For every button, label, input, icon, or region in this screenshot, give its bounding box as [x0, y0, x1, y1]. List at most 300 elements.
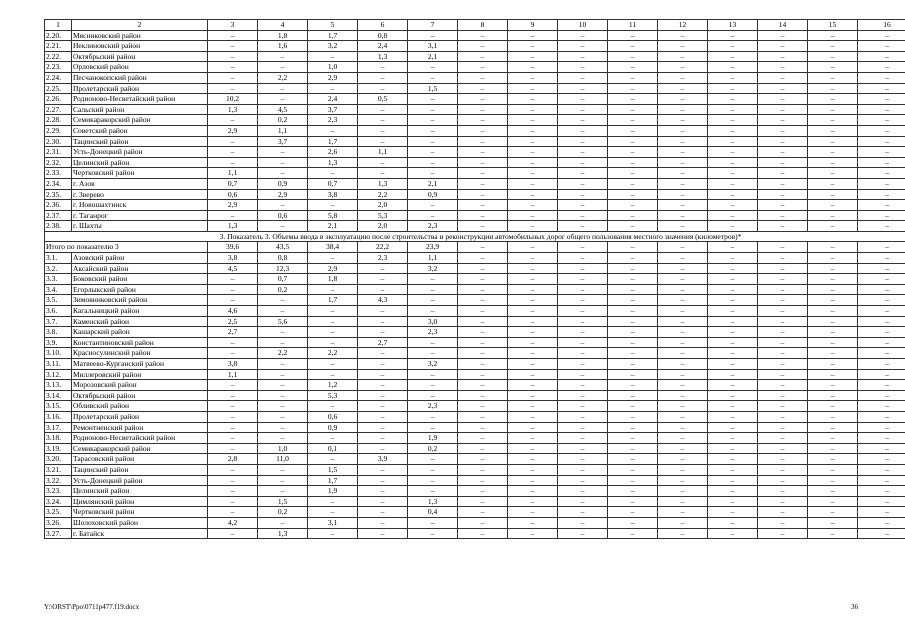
- value-cell: –: [208, 411, 258, 422]
- table-row: [45, 284, 905, 295]
- value-cell: –: [758, 359, 808, 370]
- row-name: Аксайский район: [72, 263, 208, 274]
- value-cell: –: [458, 253, 508, 264]
- value-cell: –: [808, 94, 858, 105]
- value-cell: –: [458, 327, 508, 338]
- value-cell: –: [858, 316, 905, 327]
- value-cell: –: [508, 221, 558, 232]
- value-cell: –: [508, 104, 558, 115]
- value-cell: –: [208, 41, 258, 52]
- value-cell: –: [758, 454, 808, 465]
- value-cell: –: [758, 125, 808, 136]
- value-cell: –: [858, 464, 905, 475]
- value-cell: –: [808, 274, 858, 285]
- value-cell: –: [858, 253, 905, 264]
- value-cell: –: [658, 125, 708, 136]
- table-row: [45, 62, 905, 73]
- value-cell: –: [608, 517, 658, 528]
- value-cell: –: [608, 210, 658, 221]
- value-cell: –: [558, 263, 608, 274]
- value-cell: –: [658, 136, 708, 147]
- value-cell: –: [508, 41, 558, 52]
- value-cell: –: [658, 41, 708, 52]
- value-cell: –: [458, 189, 508, 200]
- table-row: [45, 242, 905, 253]
- value-cell: –: [858, 443, 905, 454]
- value-cell: –: [408, 380, 458, 391]
- row-code: 2.27.: [45, 104, 72, 115]
- table-row: [45, 411, 905, 422]
- value-cell: –: [408, 306, 458, 317]
- row-code: 3.6.: [45, 306, 72, 317]
- value-cell: –: [308, 200, 358, 211]
- value-cell: 2,9: [208, 125, 258, 136]
- value-cell: 2,2: [358, 189, 408, 200]
- value-cell: 0,7: [308, 178, 358, 189]
- value-cell: –: [508, 62, 558, 73]
- value-cell: –: [708, 348, 758, 359]
- value-cell: –: [608, 528, 658, 539]
- value-cell: –: [858, 83, 905, 94]
- value-cell: –: [608, 316, 658, 327]
- value-cell: 1,1: [408, 253, 458, 264]
- value-cell: –: [858, 263, 905, 274]
- value-cell: –: [708, 221, 758, 232]
- value-cell: –: [658, 369, 708, 380]
- row-name: Кашарский район: [72, 327, 208, 338]
- row-name: Родионово-Несветайский район: [72, 433, 208, 444]
- value-cell: 0,2: [258, 115, 308, 126]
- value-cell: –: [458, 242, 508, 253]
- value-cell: 2,4: [308, 94, 358, 105]
- value-cell: –: [608, 41, 658, 52]
- value-cell: –: [458, 464, 508, 475]
- value-cell: –: [208, 348, 258, 359]
- value-cell: –: [208, 443, 258, 454]
- row-code: 2.22.: [45, 51, 72, 62]
- row-code: 2.29.: [45, 125, 72, 136]
- value-cell: –: [208, 284, 258, 295]
- row-name: Песчанокопский район: [72, 72, 208, 83]
- value-cell: –: [308, 253, 358, 264]
- value-cell: –: [658, 210, 708, 221]
- row-name: Миллеровский район: [72, 369, 208, 380]
- value-cell: –: [508, 422, 558, 433]
- value-cell: –: [608, 422, 658, 433]
- value-cell: –: [758, 178, 808, 189]
- value-cell: –: [408, 115, 458, 126]
- value-cell: 2,9: [208, 200, 258, 211]
- value-cell: –: [708, 306, 758, 317]
- table-row: [45, 94, 905, 105]
- value-cell: –: [758, 189, 808, 200]
- value-cell: –: [608, 359, 658, 370]
- row-name: Боковский район: [72, 274, 208, 285]
- value-cell: –: [258, 306, 308, 317]
- value-cell: –: [808, 327, 858, 338]
- value-cell: –: [508, 253, 558, 264]
- value-cell: –: [208, 390, 258, 401]
- value-cell: –: [508, 94, 558, 105]
- value-cell: –: [408, 94, 458, 105]
- value-cell: –: [758, 496, 808, 507]
- value-cell: 1,3: [308, 157, 358, 168]
- value-cell: 3,1: [408, 41, 458, 52]
- value-cell: –: [708, 62, 758, 73]
- value-cell: –: [758, 390, 808, 401]
- page-number: 36: [851, 603, 858, 611]
- value-cell: –: [208, 337, 258, 348]
- value-cell: –: [758, 136, 808, 147]
- value-cell: –: [558, 464, 608, 475]
- value-cell: –: [558, 83, 608, 94]
- value-cell: –: [658, 454, 708, 465]
- value-cell: –: [208, 475, 258, 486]
- value-cell: 0,9: [408, 189, 458, 200]
- value-cell: –: [458, 178, 508, 189]
- value-cell: 1,9: [408, 433, 458, 444]
- value-cell: –: [608, 242, 658, 253]
- value-cell: –: [408, 200, 458, 211]
- value-cell: –: [858, 125, 905, 136]
- table-row: [45, 210, 905, 221]
- value-cell: 0,9: [308, 422, 358, 433]
- value-cell: –: [458, 30, 508, 41]
- value-cell: –: [508, 30, 558, 41]
- value-cell: –: [808, 263, 858, 274]
- value-cell: –: [558, 401, 608, 412]
- value-cell: –: [808, 221, 858, 232]
- value-cell: –: [558, 443, 608, 454]
- value-cell: –: [558, 507, 608, 518]
- table-row: [45, 30, 905, 41]
- value-cell: –: [758, 94, 808, 105]
- value-cell: –: [558, 348, 608, 359]
- row-code: 3.19.: [45, 443, 72, 454]
- value-cell: –: [508, 443, 558, 454]
- row-code: 3.2.: [45, 263, 72, 274]
- value-cell: –: [358, 263, 408, 274]
- column-header: 4: [258, 20, 308, 31]
- value-cell: –: [558, 242, 608, 253]
- value-cell: –: [558, 136, 608, 147]
- value-cell: 2,2: [258, 348, 308, 359]
- value-cell: 2,2: [258, 72, 308, 83]
- value-cell: 0,4: [408, 507, 458, 518]
- value-cell: –: [508, 433, 558, 444]
- value-cell: –: [608, 390, 658, 401]
- row-code: 2.28.: [45, 115, 72, 126]
- value-cell: –: [858, 528, 905, 539]
- table-row: [45, 507, 905, 518]
- row-code: 3.12.: [45, 369, 72, 380]
- value-cell: –: [408, 486, 458, 497]
- value-cell: –: [808, 72, 858, 83]
- value-cell: –: [808, 411, 858, 422]
- value-cell: –: [808, 401, 858, 412]
- value-cell: 2,1: [408, 51, 458, 62]
- value-cell: –: [758, 380, 808, 391]
- value-cell: –: [808, 62, 858, 73]
- column-header: 15: [808, 20, 858, 31]
- value-cell: –: [408, 104, 458, 115]
- column-header: 14: [758, 20, 808, 31]
- value-cell: 3,2: [308, 41, 358, 52]
- row-code: 3.10.: [45, 348, 72, 359]
- value-cell: –: [508, 72, 558, 83]
- value-cell: –: [858, 221, 905, 232]
- value-cell: –: [858, 454, 905, 465]
- value-cell: 4,2: [208, 517, 258, 528]
- value-cell: –: [458, 83, 508, 94]
- value-cell: –: [408, 72, 458, 83]
- value-cell: –: [358, 125, 408, 136]
- row-name: Советский район: [72, 125, 208, 136]
- value-cell: –: [258, 359, 308, 370]
- value-cell: –: [758, 475, 808, 486]
- value-cell: –: [558, 168, 608, 179]
- value-cell: 4,6: [208, 306, 258, 317]
- value-cell: 2,3: [408, 221, 458, 232]
- value-cell: 2,3: [408, 401, 458, 412]
- table-row: [45, 253, 905, 264]
- value-cell: 2,8: [208, 454, 258, 465]
- value-cell: –: [758, 242, 808, 253]
- value-cell: –: [308, 51, 358, 62]
- value-cell: –: [608, 475, 658, 486]
- table-row: [45, 496, 905, 507]
- value-cell: –: [858, 72, 905, 83]
- row-name: Тарасовский район: [72, 454, 208, 465]
- value-cell: –: [508, 263, 558, 274]
- value-cell: –: [458, 200, 508, 211]
- value-cell: –: [258, 221, 308, 232]
- value-cell: –: [708, 200, 758, 211]
- value-cell: –: [858, 369, 905, 380]
- value-cell: –: [358, 316, 408, 327]
- value-cell: –: [558, 94, 608, 105]
- value-cell: –: [758, 486, 808, 497]
- value-cell: 1,8: [258, 30, 308, 41]
- value-cell: –: [558, 306, 608, 317]
- row-code: 3.15.: [45, 401, 72, 412]
- value-cell: –: [658, 443, 708, 454]
- value-cell: 0,8: [358, 30, 408, 41]
- value-cell: –: [808, 136, 858, 147]
- value-cell: 2,5: [208, 316, 258, 327]
- table-body: [45, 20, 905, 539]
- value-cell: –: [458, 507, 508, 518]
- row-code: 3.21.: [45, 464, 72, 475]
- row-code: 3.27.: [45, 528, 72, 539]
- value-cell: –: [458, 306, 508, 317]
- value-cell: –: [208, 210, 258, 221]
- row-code: 2.31.: [45, 147, 72, 158]
- value-cell: –: [708, 327, 758, 338]
- table-row: [45, 464, 905, 475]
- value-cell: –: [658, 359, 708, 370]
- value-cell: –: [358, 507, 408, 518]
- value-cell: –: [358, 136, 408, 147]
- value-cell: –: [858, 422, 905, 433]
- value-cell: –: [708, 433, 758, 444]
- table-row: [45, 295, 905, 306]
- value-cell: –: [258, 433, 308, 444]
- value-cell: –: [458, 369, 508, 380]
- value-cell: –: [658, 496, 708, 507]
- value-cell: –: [508, 496, 558, 507]
- value-cell: –: [558, 147, 608, 158]
- table-row: [45, 486, 905, 497]
- column-header: 1: [45, 20, 72, 31]
- value-cell: –: [658, 433, 708, 444]
- value-cell: –: [558, 369, 608, 380]
- value-cell: –: [458, 359, 508, 370]
- value-cell: –: [708, 316, 758, 327]
- value-cell: 2,3: [408, 327, 458, 338]
- value-cell: –: [458, 136, 508, 147]
- row-code: 2.36.: [45, 200, 72, 211]
- table-row: [45, 168, 905, 179]
- value-cell: –: [458, 422, 508, 433]
- value-cell: –: [258, 157, 308, 168]
- value-cell: 1,3: [358, 51, 408, 62]
- value-cell: 1,7: [308, 136, 358, 147]
- value-cell: –: [658, 517, 708, 528]
- value-cell: –: [358, 157, 408, 168]
- value-cell: –: [358, 83, 408, 94]
- value-cell: –: [558, 380, 608, 391]
- value-cell: –: [708, 284, 758, 295]
- value-cell: –: [808, 316, 858, 327]
- value-cell: –: [708, 125, 758, 136]
- value-cell: –: [708, 380, 758, 391]
- section-row: [45, 231, 905, 242]
- value-cell: –: [858, 348, 905, 359]
- value-cell: –: [258, 147, 308, 158]
- value-cell: –: [558, 178, 608, 189]
- value-cell: –: [508, 507, 558, 518]
- value-cell: 2,1: [408, 178, 458, 189]
- value-cell: –: [608, 284, 658, 295]
- value-cell: –: [358, 475, 408, 486]
- value-cell: –: [658, 475, 708, 486]
- value-cell: –: [658, 253, 708, 264]
- value-cell: 10,2: [208, 94, 258, 105]
- value-cell: –: [858, 136, 905, 147]
- value-cell: –: [208, 83, 258, 94]
- row-name: Красносулинский район: [72, 348, 208, 359]
- value-cell: –: [258, 464, 308, 475]
- table-row: [45, 104, 905, 115]
- value-cell: –: [508, 359, 558, 370]
- value-cell: –: [258, 62, 308, 73]
- value-cell: –: [758, 147, 808, 158]
- value-cell: –: [808, 83, 858, 94]
- value-cell: –: [658, 30, 708, 41]
- value-cell: –: [558, 274, 608, 285]
- value-cell: –: [808, 306, 858, 317]
- value-cell: –: [608, 369, 658, 380]
- value-cell: –: [458, 51, 508, 62]
- value-cell: –: [758, 528, 808, 539]
- row-code: 2.38.: [45, 221, 72, 232]
- value-cell: –: [608, 411, 658, 422]
- value-cell: –: [708, 83, 758, 94]
- value-cell: –: [758, 517, 808, 528]
- value-cell: –: [808, 380, 858, 391]
- value-cell: –: [658, 284, 708, 295]
- value-cell: –: [758, 168, 808, 179]
- row-name: Пролетарский район: [72, 411, 208, 422]
- column-header: 3: [208, 20, 258, 31]
- value-cell: –: [658, 115, 708, 126]
- value-cell: –: [608, 157, 658, 168]
- table-row: [45, 422, 905, 433]
- value-cell: 3,8: [208, 359, 258, 370]
- value-cell: –: [758, 369, 808, 380]
- row-name: г. Шахты: [72, 221, 208, 232]
- value-cell: –: [708, 136, 758, 147]
- value-cell: –: [508, 200, 558, 211]
- value-cell: –: [758, 316, 808, 327]
- value-cell: –: [508, 390, 558, 401]
- value-cell: –: [808, 486, 858, 497]
- value-cell: –: [808, 51, 858, 62]
- value-cell: 0,2: [408, 443, 458, 454]
- value-cell: –: [808, 200, 858, 211]
- value-cell: –: [758, 306, 808, 317]
- value-cell: –: [258, 517, 308, 528]
- row-name: Зимовниковский район: [72, 295, 208, 306]
- row-code: 2.32.: [45, 157, 72, 168]
- value-cell: –: [408, 454, 458, 465]
- value-cell: 2,7: [208, 327, 258, 338]
- data-table: [44, 19, 905, 539]
- value-cell: –: [258, 401, 308, 412]
- value-cell: –: [408, 464, 458, 475]
- value-cell: 11,0: [258, 454, 308, 465]
- value-cell: –: [308, 316, 358, 327]
- value-cell: –: [458, 221, 508, 232]
- row-code: 3.14.: [45, 390, 72, 401]
- value-cell: –: [458, 295, 508, 306]
- value-cell: –: [608, 496, 658, 507]
- value-cell: –: [558, 221, 608, 232]
- table-row: [45, 337, 905, 348]
- value-cell: –: [858, 51, 905, 62]
- value-cell: 4,3: [358, 295, 408, 306]
- value-cell: –: [408, 168, 458, 179]
- value-cell: –: [608, 507, 658, 518]
- row-name: г. Новошахтинск: [72, 200, 208, 211]
- table-row: [45, 401, 905, 412]
- row-name: Неклиновский район: [72, 41, 208, 52]
- value-cell: –: [808, 507, 858, 518]
- row-total-label: Итого по показателю 3: [45, 242, 208, 253]
- row-code: 2.24.: [45, 72, 72, 83]
- value-cell: –: [458, 454, 508, 465]
- value-cell: –: [708, 295, 758, 306]
- value-cell: 1,3: [208, 104, 258, 115]
- value-cell: –: [858, 189, 905, 200]
- row-name: Семикаракорский район: [72, 443, 208, 454]
- row-name: Орловский район: [72, 62, 208, 73]
- value-cell: –: [608, 30, 658, 41]
- value-cell: 2,6: [308, 147, 358, 158]
- value-cell: –: [608, 306, 658, 317]
- value-cell: –: [708, 486, 758, 497]
